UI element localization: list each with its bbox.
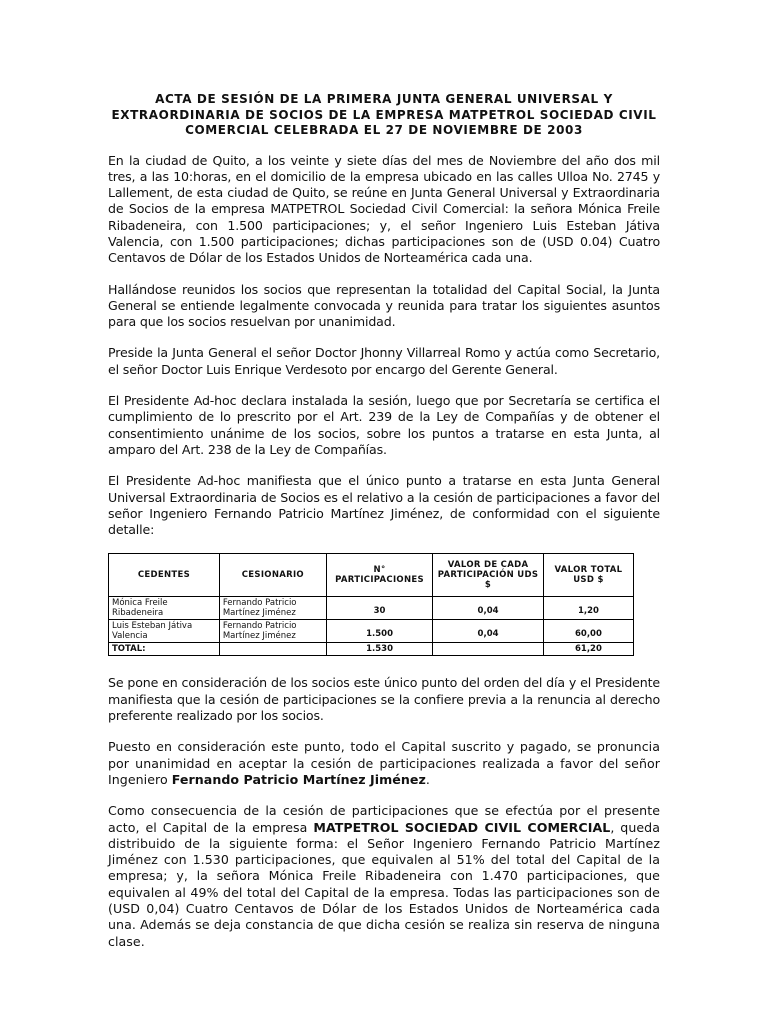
acceptance-text: Puesto en consideración este punto, todo el Capital suscrito y pagado, se pronuncia por unanimidad en aceptar la cesión de participaciones realizada a favor del señor Ingeniero [108, 739, 660, 787]
total-label: TOTAL: [109, 643, 220, 656]
paragraph-acceptance [108, 739, 660, 788]
distribution-text-a: Como consecuencia de la cesión de participaciones que se efectúa por el presente acto, el Capital de la empresa [108, 803, 660, 835]
title-line-2: EXTRAORDINARIA DE SOCIOS DE LA EMPRESA MATPETROL SOCIEDAD CIVIL [111, 107, 657, 122]
table-header-row [109, 554, 634, 597]
paragraph-installation: El Presidente Ad-hoc declara instalada la sesión, luego que por Secretaría se certifica el cumplimiento de lo prescrito por el Art. 239 de la Ley de Compañías y de obtener el consentimiento unánime de los socios, sobre los puntos a tratarse en esta Junta, al amparo del Art. 238 de la Ley de Compañías. [108, 393, 660, 457]
cell-cesionario: Fernando Patricio Martínez Jiménez [219, 620, 326, 643]
cell-participaciones: 30 [326, 597, 432, 620]
cell-cedente: Mónica Freile Ribadeneira [109, 597, 220, 620]
cell-cedente: Luis Esteban Játiva Valencia [109, 620, 220, 643]
paragraph-consideration: Se pone en consideración de los socios este único punto del orden del día y el Presidente manifiesta que la cesión de participaciones se la confiere previa a la renuncia al derecho preferente realizado por los socios. [108, 675, 660, 724]
document-title [108, 92, 660, 139]
paragraph-opening: En la ciudad de Quito, a los veinte y siete días del mes de Noviembre del año dos mil tres, a las 10:horas, en el domicilio de la empresa ubicado en las calles Ulloa No. 2745 y Lallement, de esta ciudad de Quito, se reúne en Junta General Universal y Extraordinaria de Socios de la empresa MATPETROL Sociedad Civil Comercial: la señora Mónica Freile Ribadeneira, con 1.500 participaciones; y, el señor Ingeniero Luis Esteban Játiva Valencia, con 1.500 participaciones; dichas participaciones son de (USD 0.04) Cuatro Centavos de Dólar de los Estados Unidos de Norteamérica cada una. [108, 152, 660, 266]
total-empty-cell [219, 643, 326, 656]
document-page [108, 92, 660, 965]
header-cedentes: CEDENTES [109, 554, 220, 597]
header-cesionario: CESIONARIO [219, 554, 326, 597]
paragraph-agenda: El Presidente Ad-hoc manifiesta que el único punto a tratarse en esta Junta General Universal Extraordinaria de Socios es el relativo a la cesión de participaciones a favor del señor Ingeniero Fernando Patricio Martínez Jiménez, de conformidad con el siguiente detalle: [108, 473, 660, 538]
paragraph-distribution [108, 803, 660, 950]
cessionary-name: Fernando Patricio Martínez Jiménez [171, 771, 426, 787]
cession-detail-table [108, 553, 634, 656]
cell-valor-total: 1,20 [543, 597, 633, 620]
cell-cesionario: Fernando Patricio Martínez Jiménez [219, 597, 326, 620]
cell-valor-cada: 0,04 [433, 620, 544, 643]
table-total-row [109, 643, 634, 656]
table-row [109, 620, 634, 643]
total-empty-cell [433, 643, 544, 656]
total-participaciones: 1.530 [326, 643, 432, 656]
header-valor-total: VALOR TOTAL USD $ [543, 554, 633, 597]
title-line-3: COMERCIAL CELEBRADA EL 27 DE NOVIEMBRE DE 2003 [185, 123, 583, 137]
header-valor-cada: VALOR DE CADA PARTICIPACIÓN UDS $ [433, 554, 544, 597]
cell-valor-cada: 0,04 [433, 597, 544, 620]
cell-valor-total: 60,00 [543, 620, 633, 643]
header-participaciones: N° PARTICIPACIONES [326, 554, 432, 597]
company-name: MATPETROL SOCIEDAD CIVIL COMERCIAL [313, 819, 611, 835]
title-line-1: ACTA DE SESIÓN DE LA PRIMERA JUNTA GENERAL UNIVERSAL Y [155, 92, 613, 106]
distribution-text-b: , queda distribuido de la siguiente forma: el Señor Ingeniero Fernando Patricio Martínez Jiménez con 1.530 participaciones, que equivalen al 51% del total del Capital de la empresa; y, la señora Mónica Freile Ribadeneira con 1.470 participaciones, que equivalen al 49% del total del Capital de la empresa. Todas las participaciones son de (USD 0,04) Cuatro Centavos de Dólar de los Estados Unidos de Norteamérica cada una. Además se deja constancia de que dicha cesión se realiza sin reserva de ninguna clase. [108, 819, 660, 949]
paragraph-presidency: Preside la Junta General el señor Doctor Jhonny Villarreal Romo y actúa como Secretario, el señor Doctor Luis Enrique Verdesoto por encargo del Gerente General. [108, 345, 660, 377]
paragraph-quorum: Hallándose reunidos los socios que representan la totalidad del Capital Social, la Junta General se entiende legalmente convocada y reunida para tratar los siguientes asuntos para que los socios resuelvan por unanimidad. [108, 281, 660, 330]
cell-participaciones: 1.500 [326, 620, 432, 643]
total-valor: 61,20 [543, 643, 633, 656]
acceptance-end: . [425, 771, 430, 787]
table-row [109, 597, 634, 620]
